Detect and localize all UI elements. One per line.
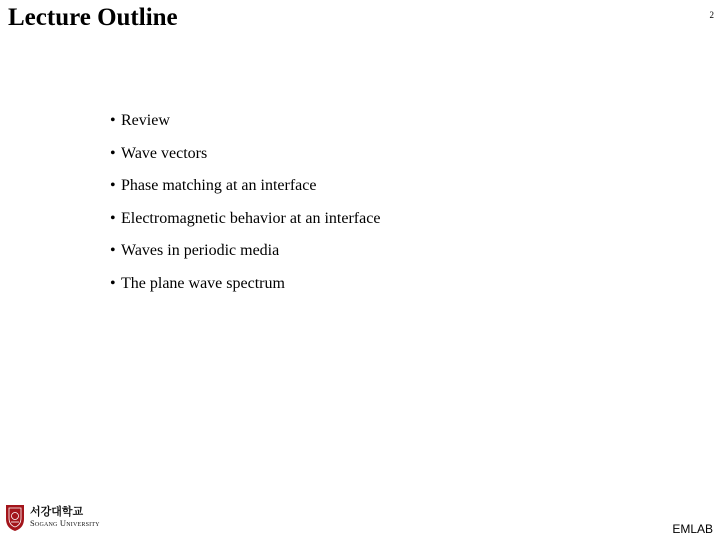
outline-item	[110, 208, 380, 241]
outline-item-label: Phase matching at an interface	[121, 177, 317, 194]
outline-item-label: Electromagnetic behavior at an interface	[121, 209, 381, 227]
university-name-english: Sogang University	[30, 517, 100, 528]
outline-item	[110, 240, 380, 273]
outline-item	[110, 175, 380, 208]
university-seal-icon	[4, 502, 26, 532]
university-wordmark	[30, 506, 100, 529]
outline-item	[110, 143, 380, 176]
lab-name: EMLAB	[672, 522, 713, 536]
lecture-outline-list	[110, 110, 380, 305]
page-number: 2	[709, 10, 714, 20]
bullet-icon: •	[110, 112, 116, 129]
bullet-icon: •	[110, 274, 116, 292]
outline-item-label: The plane wave spectrum	[121, 274, 285, 292]
outline-item-label: Waves in periodic media	[121, 242, 280, 259]
university-name-korean: 서강대학교	[30, 504, 84, 518]
outline-item-label: Wave vectors	[121, 144, 208, 162]
outline-item-label: Review	[121, 112, 170, 129]
bullet-icon: •	[110, 242, 116, 259]
bullet-icon: •	[110, 209, 116, 227]
bullet-icon: •	[110, 177, 116, 194]
outline-item	[110, 273, 380, 306]
slide-title: Lecture Outline	[8, 4, 178, 31]
bullet-icon: •	[110, 144, 116, 162]
university-logo	[4, 502, 100, 532]
outline-item	[110, 110, 380, 143]
